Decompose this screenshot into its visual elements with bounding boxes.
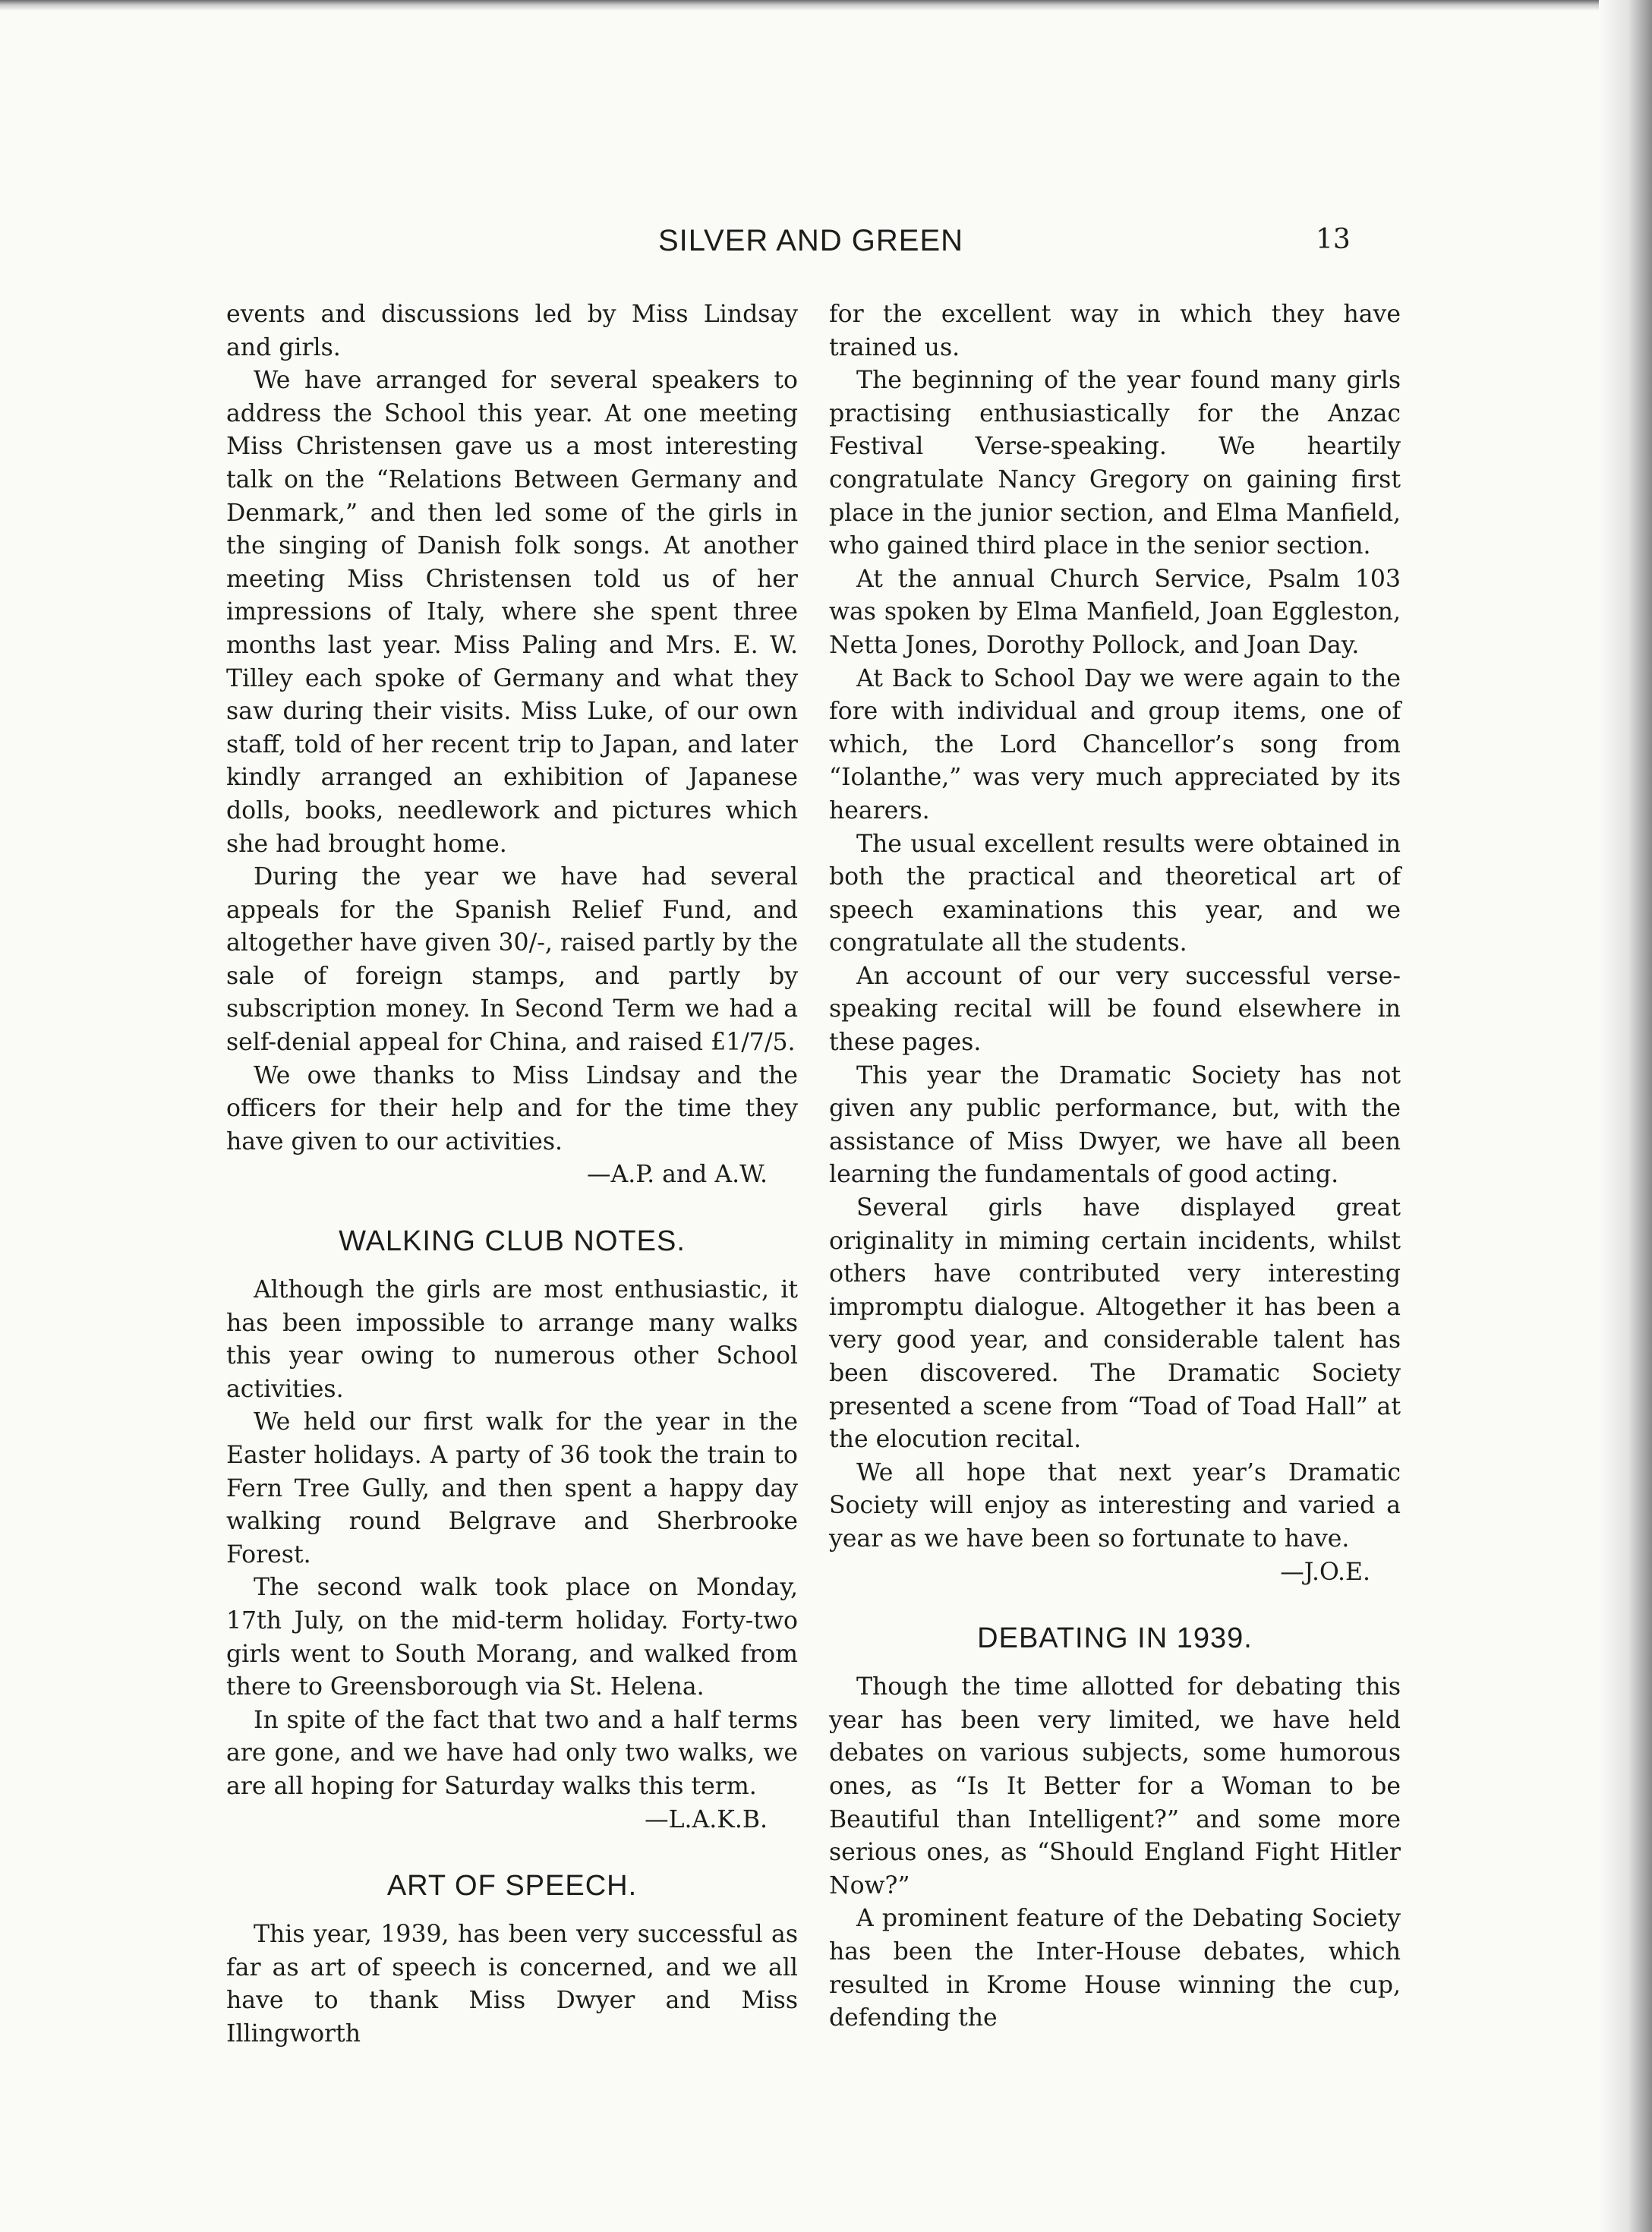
running-title: SILVER AND GREEN [657,224,964,257]
paragraph-thanks: We owe thanks to Miss Lindsay and the officers for their help and for the time they have given to our activities. [226,1061,798,1155]
paragraph: At the annual Church Service, Psalm 103 was spoken by Elma Manfield, Joan Eggleston, Netta Jones, Dorothy Pollock, and Joan Day. [829,565,1401,659]
paragraph-continuation: for the excellent way in which they have trained us. [829,301,1401,361]
paragraph: This year, 1939, has been very successful as far as art of speech is concerned, and we all have to thank Miss Dwyer and Miss Illingworth [226,1921,798,2048]
paragraph: In spite of the fact that two and a half terms are gone, and we have had only two walks, we are all hoping for Saturday walks this term. [226,1706,798,1800]
section-heading-art-of-speech: ART OF SPEECH. [386,1870,638,1903]
section-heading-walking-club: WALKING CLUB NOTES. [339,1225,686,1258]
signature: —A.P. and A.W. [587,1161,768,1189]
signature: —J.O.E. [1280,1558,1370,1586]
section-heading-debating: DEBATING IN 1939. [977,1622,1253,1655]
paragraph-appeals: During the year we have had several appeals for the Spanish Relief Fund, and altogether have given 30/-, raised partly by the sale of foreign stamps, and partly by subscription money. In Second Term we had a self-denial appeal for China, and raised £1/7/5. [226,863,798,1057]
paragraph: At Back to School Day we were again to the fore with individual and group items, one of which, the Lord Chancellor’s song from “Iolanthe,” was very much appreciated by its hearers. [829,664,1401,824]
paragraph: Though the time allotted for debating this year has been very limited, we have held debates on various subjects, some humorous ones, as “Is It Better for a Woman to be Beautiful than Intelligent?” and some more serious ones, as “Should England Fight Hitler Now?” [829,1673,1401,1899]
paragraph: We all hope that next year’s Dramatic Society will enjoy as interesting and varied a year as we have been so fortunate to have. [829,1458,1401,1553]
paragraph: A prominent feature of the Debating Society has been the Inter-House debates, which resulted in Krome House winning the cup, defending the [829,1905,1401,2032]
page-number: 13 [1316,224,1351,255]
paragraph: An account of our very successful verse-speaking recital will be found elsewhere in these pages. [829,962,1401,1057]
signature: —L.A.K.B. [645,1805,768,1833]
left-column [226,298,798,2051]
paragraph-speakers: We have arranged for several speakers to address the School this year. At one meeting Miss Christensen gave us a most interesting talk on the “Relations Between Germany and Denmark,” and then led some of the girls in the singing of Danish folk songs. At another meeting Miss Christensen told us of her impressions of Italy, where she spent three months last year. Miss Paling and Mrs. E. W. Tilley each spoke of Germany and what they saw during their visits. Miss Luke, of our own staff, told of her recent trip to Japan, and later kindly arranged an exhibition of Japanese dolls, books, needlework and pictures which she had brought home. [226,367,798,858]
paragraph: This year the Dramatic Society has not given any public performance, but, with the assistance of Miss Dwyer, we have all been learning the fundamentals of good acting. [829,1061,1401,1189]
scan-right-edge [1599,0,1652,2232]
paragraph: The second walk took place on Monday, 17th July, on the mid-term holiday. Forty-two girls went to South Morang, and walked from there to Greensborough via St. Helena. [226,1574,798,1701]
paragraph: We held our first walk for the year in the Easter holidays. A party of 36 took the train to Fern Tree Gully, and then spent a happy day walking round Belgrave and Sherbrooke Forest. [226,1408,798,1568]
page-header [0,224,1652,270]
paragraph: Although the girls are most enthusiastic, it has been impossible to arrange many walks this year owing to numerous other School activities. [226,1276,798,1403]
paragraph-continuation: events and discussions led by Miss Lindsay and girls. [226,301,798,361]
right-column [829,298,1401,2035]
paragraph: The beginning of the year found many girls practising enthusiastically for the Anzac Festival Verse-speaking. We heartily congratulate Nancy Gregory on gaining first place in the junior section, and Elma Manfield, who gained third place in the senior section. [829,367,1401,560]
scan-top-edge [0,0,1652,11]
paragraph: The usual excellent results were obtained in both the practical and theoretical art of speech examinations this year, and we congratulate all the students. [829,830,1401,957]
paragraph: Several girls have displayed great originality in miming certain incidents, whilst others have contributed very interesting impromptu dialogue. Altogether it has been a very good year, and considerable talent has been discovered. The Dramatic Society presented a scene from “Toad of Toad Hall” at the elocution recital. [829,1194,1401,1454]
